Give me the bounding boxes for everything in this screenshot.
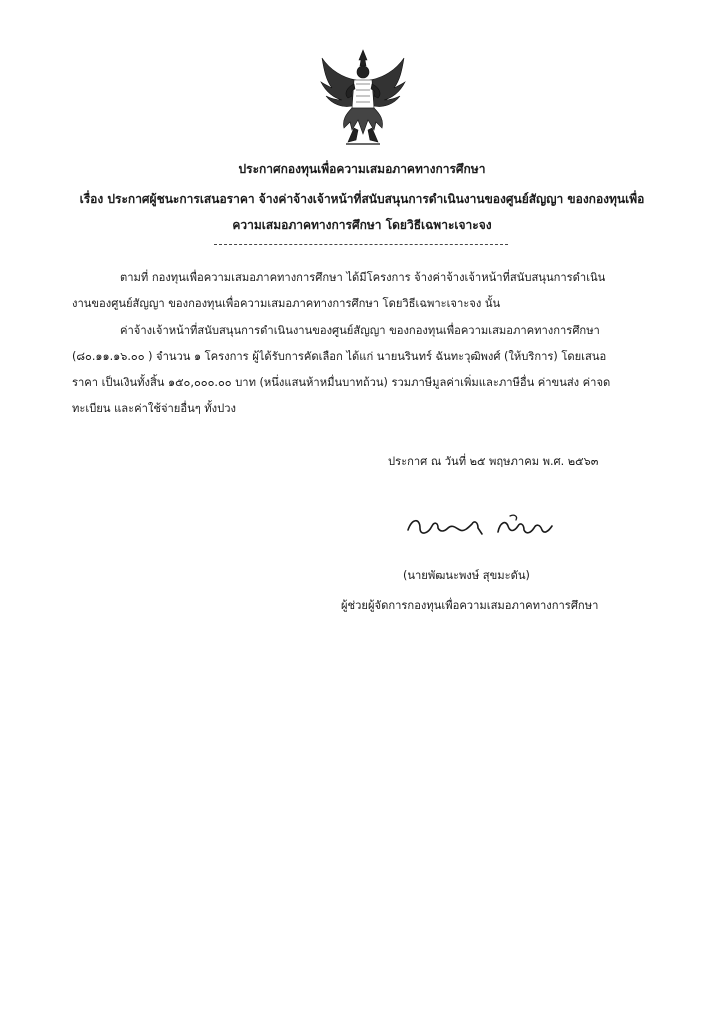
paragraph-1-line-1: ตามที่ กองทุนเพื่อความเสมอภาคทางการศึกษา ได้มีโครงการ จ้างค่าจ้างเจ้าหน้าที่สนับสนุนการดำเนิน	[120, 271, 606, 284]
paragraph-1-line-2: งานของศูนย์สัญญา ของกองทุนเพื่อความเสมอภาคทางการศึกษา โดยวิธีเฉพาะเจาะจง นั้น	[72, 297, 501, 310]
handwritten-signature	[402, 510, 562, 544]
paragraph-2-line-1: ค่าจ้างเจ้าหน้าที่สนับสนุนการดำเนินงานของศูนย์สัญญา ของกองทุนเพื่อความเสมอภาคทางการศึกษา	[120, 324, 600, 337]
signatory-name: (นายพัฒนะพงษ์ สุขมะดัน)	[403, 569, 530, 582]
paragraph-2-line-2: (๘๐.๑๑.๑๖.๐๐ ) จำนวน ๑ โครงการ ผู้ได้รับการคัดเลือก ได้แก่ นายนรินทร์ ฉันทะวุฒิพงศ์ (ให้บริการ) โดยเสนอ	[72, 350, 607, 363]
garuda-emblem	[318, 48, 408, 148]
signatory-position: ผู้ช่วยผู้จัดการกองทุนเพื่อความเสมอภาคทางการศึกษา	[341, 599, 599, 612]
announcement-title: ประกาศกองทุนเพื่อความเสมอภาคทางการศึกษา	[238, 162, 486, 176]
subject-line-1: เรื่อง ประกาศผู้ชนะการเสนอราคา จ้างค่าจ้างเจ้าหน้าที่สนับสนุนการดำเนินงานของศูนย์สัญญา ของกองทุนเพื่อ	[79, 192, 645, 206]
announcement-date: ประกาศ ณ วันที่ ๒๕ พฤษภาคม พ.ศ. ๒๕๖๓	[388, 455, 599, 468]
title-divider	[214, 244, 508, 245]
paragraph-2-line-4: ทะเบียน และค่าใช้จ่ายอื่นๆ ทั้งปวง	[72, 402, 236, 415]
paragraph-2-line-3: ราคา เป็นเงินทั้งสิ้น ๑๕๐,๐๐๐.๐๐ บาท (หนึ่งแสนห้าหมื่นบาทถ้วน) รวมภาษีมูลค่าเพิ่มและภาษีอื่น ค่าขนส่ง ค่าจด	[72, 376, 611, 389]
subject-line-2: ความเสมอภาคทางการศึกษา โดยวิธีเฉพาะเจาะจง	[232, 218, 492, 232]
